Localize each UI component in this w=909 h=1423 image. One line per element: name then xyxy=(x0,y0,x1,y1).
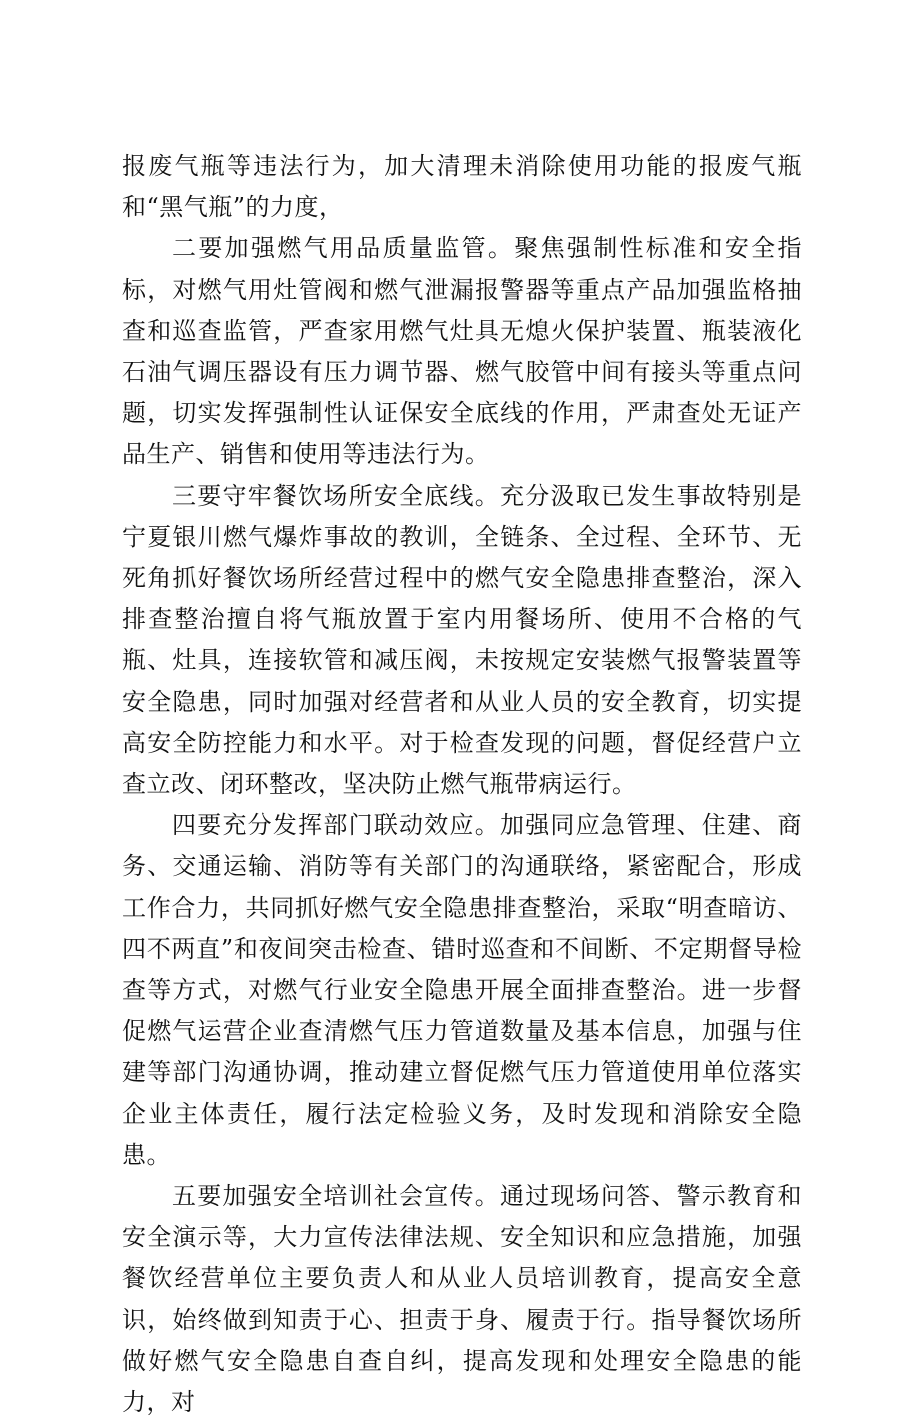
paragraph-item-4: 四要充分发挥部门联动效应。加强同应急管理、住建、商务、交通运输、消防等有关部门的沟通联络，紧密配合，形成工作合力，共同抓好燃气安全隐患排查整治，采取“明查暗访、四不两直”和夜间突击检查、错时巡查和不间断、不定期督导检查等方式，对燃气行业安全隐患开展全面排查整治。进一步督促燃气运营企业查清燃气压力管道数量及基本信息，加强与住建等部门沟通协调，推动建立督促燃气压力管道使用单位落实企业主体责任，履行法定检验义务，及时发现和消除安全隐患。 xyxy=(122,811,802,1169)
paragraph-continuation: 报废气瓶等违法行为，加大清理未消除使用功能的报废气瓶和“黑气瓶”的力度， xyxy=(122,152,802,222)
paragraph-item-3: 三要守牢餐饮场所安全底线。充分汲取已发生事故特别是宁夏银川燃气爆炸事故的教训，全链条、全过程、全环节、无死角抓好餐饮场所经营过程中的燃气安全隐患排查整治，深入排查整治擅自将气瓶放置于室内用餐场所、使用不合格的气瓶、灶具，连接软管和减压阀，未按规定安装燃气报警装置等安全隐患，同时加强对经营者和从业人员的安全教育，切实提高安全防控能力和水平。对于检查发现的问题，督促经营户立查立改、闭环整改，坚决防止燃气瓶带病运行。 xyxy=(122,481,802,799)
paragraph-item-5: 五要加强安全培训社会宣传。通过现场问答、警示教育和安全演示等，大力宣传法律法规、安全知识和应急措施，加强餐饮经营单位主要负责人和从业人员培训教育，提高安全意识，始终做到知责于心、担责于身、履责于行。指导餐饮场所做好燃气安全隐患自查自纠，提高发现和处理安全隐患的能力，对 xyxy=(122,1182,802,1417)
paragraph-item-2: 二要加强燃气用品质量监管。聚焦强制性标准和安全指标，对燃气用灶管阀和燃气泄漏报警器等重点产品加强监格抽查和巡查监管，严查家用燃气灶具无熄火保护装置、瓶装液化石油气调压器设有压力调节器、燃气胶管中间有接头等重点问题，切实发挥强制性认证保安全底线的作用，严肃查处无证产品生产、销售和使用等违法行为。 xyxy=(122,234,802,469)
document-body xyxy=(122,146,802,1423)
